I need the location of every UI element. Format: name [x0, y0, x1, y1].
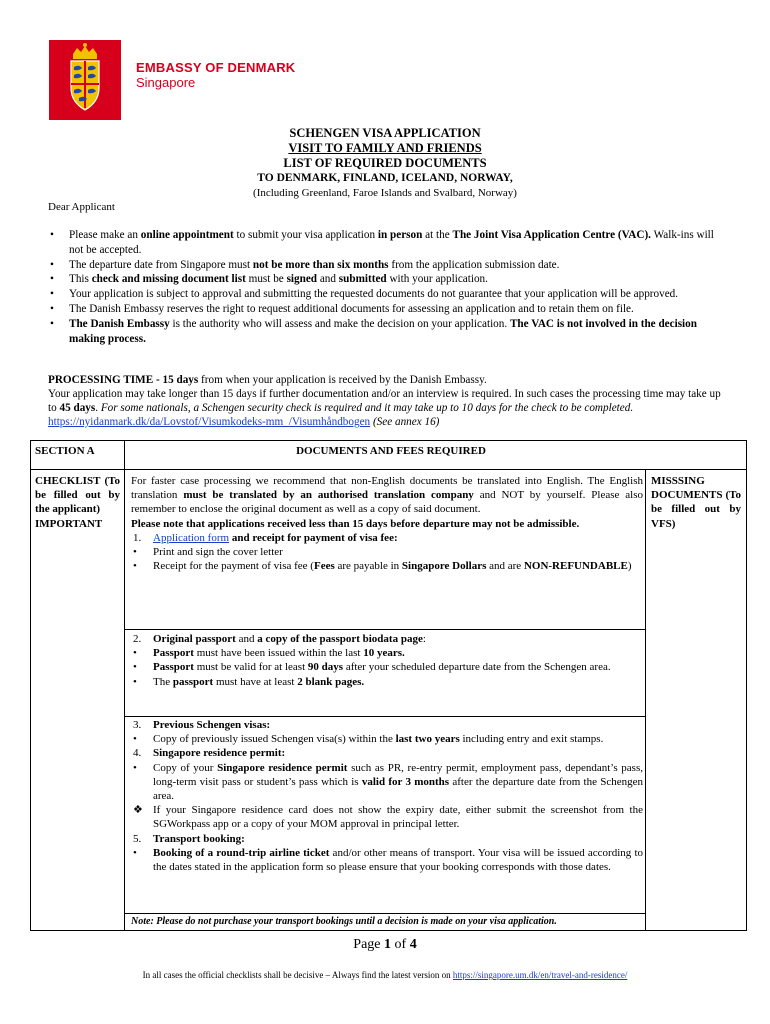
- application-form-link[interactable]: Application form: [153, 531, 230, 544]
- transport-note: Note: Please do not purchase your transport bookings until a decision is made on your visa application.: [131, 916, 557, 927]
- org-city: Singapore: [136, 75, 196, 90]
- title-line-4: TO DENMARK, FINLAND, ICELAND, NORWAY,: [257, 172, 513, 184]
- intro-text: For faster case processing we recommend that non-English documents be translated into English. The English translation must be translated by an authorised translation company and NOT by yourself. Please also remember to enclose the original document as well as a copy of said document. Please note that applications received less than 15 days before departure may not be admissible. 1. Application form and receipt for payment of visa fee: • Print and sign the cover letter • Receipt for the payment of visa fee (Fees are payable in Singapore Dollars and are NON-REFUNDABLE): [131, 475, 643, 573]
- docs-header: DOCUMENTS AND FEES REQUIRED: [296, 445, 486, 457]
- title-line-1: SCHENGEN VISA APPLICATION: [289, 126, 481, 140]
- footer: In all cases the official checklists shall be decisive – Always find the latest version on https://singapore.um.dk/en/travel-and-residence/: [142, 970, 628, 980]
- missing-documents-label: MISSSING DOCUMENTS (To be filled out by VFS): [651, 475, 741, 530]
- coat-of-arms-logo: [49, 40, 121, 120]
- residence-transport-section: 3. Previous Schengen visas: • Copy of previously issued Schengen visa(s) within the last two years including entry and exit stamps. 4. Singapore residence permit: • Copy of your Singapore residence permit such as PR, re-entry permit, employment pass, dependant’s pass, long-term visit pass or student’s pass which is valid for 3 months after the departure date from the Schengen area. ❖ If your Singapore residence card does not show the expiry date, either submit the screenshot from the SGWorkpass app or a copy of your MOM approval in principal letter. 5. Transport booking: • Booking of a round-trip airline ticket and/or other means of transport. Your visa will be issued according to the dates stated in the application form so please ensure that your booking corresponds with those dates.: [133, 719, 643, 874]
- documents-table: [30, 440, 747, 931]
- processing-time: PROCESSING TIME - 15 days from when your application is received by the Danish Embassy. Your application may take longer than 15 days if further documentation and/or an interview is required. In such cases the processing time may take up to 45 days. For some nationals, a Schengen security check is required and it may take up to 10 days for the check to be completed. https://nyidanmark.dk/da/Lovstof/Visumkodeks-mm_/Visumhåndbogen (See annex 16): [48, 374, 721, 428]
- list-item: • Please make an online appointment to submit your visa application in person at the The Joint Visa Application Centre (VAC). Walk-ins will not be accepted.: [48, 228, 728, 258]
- checklist-label: CHECKLIST (To be filled out by the applicant) IMPORTANT: [35, 475, 120, 530]
- greeting: Dear Applicant: [48, 201, 115, 213]
- footer-link[interactable]: https://singapore.um.dk/en/travel-and-residence/: [452, 970, 628, 980]
- list-item: • Your application is subject to approval and submitting the requested documents do not guarantee that your application will be approved.: [48, 287, 728, 302]
- intro-bullet-list: [48, 228, 728, 346]
- page-number: Page 1 of 4: [353, 937, 417, 952]
- passport-section: 2. Original passport and a copy of the passport biodata page: • Passport must have been issued within the last 10 years. • Passport must be valid for at least 90 days after your scheduled departure date from the Schengen area. • The passport must have at least 2 blank pages.: [133, 633, 611, 688]
- title-line-3: LIST OF REQUIRED DOCUMENTS: [283, 156, 487, 170]
- list-item: • The departure date from Singapore must not be more than six months from the application submission date.: [48, 258, 728, 273]
- title-line-2: VISIT TO FAMILY AND FRIENDS: [288, 141, 482, 155]
- important-label: IMPORTANT: [35, 517, 103, 530]
- document-title: [0, 126, 770, 201]
- embassy-name-block: [136, 60, 295, 90]
- list-item: • This check and missing document list must be signed and submitted with your application.: [48, 272, 728, 287]
- visa-handbook-link[interactable]: https://nyidanmark.dk/da/Lovstof/Visumkodeks-mm_/Visumhåndbogen: [48, 416, 371, 428]
- processing-label: PROCESSING TIME - 15 days: [48, 374, 199, 386]
- list-item: • The Danish Embassy is the authority who will assess and make the decision on your application. The VAC is not involved in the decision making process.: [48, 317, 728, 347]
- section-label: SECTION A: [35, 445, 95, 457]
- danish-coat-of-arms-icon: [49, 40, 121, 120]
- org-name: EMBASSY OF DENMARK: [136, 60, 296, 75]
- diamond-bullet-icon: ❖: [133, 804, 143, 817]
- list-item: • The Danish Embassy reserves the right to request additional documents for assessing an application and to retain them on file.: [48, 302, 728, 317]
- admissibility-warning: Please note that applications received less than 15 days before departure may not be admissible.: [131, 517, 580, 530]
- title-line-5: (Including Greenland, Faroe Islands and Svalbard, Norway): [253, 187, 517, 199]
